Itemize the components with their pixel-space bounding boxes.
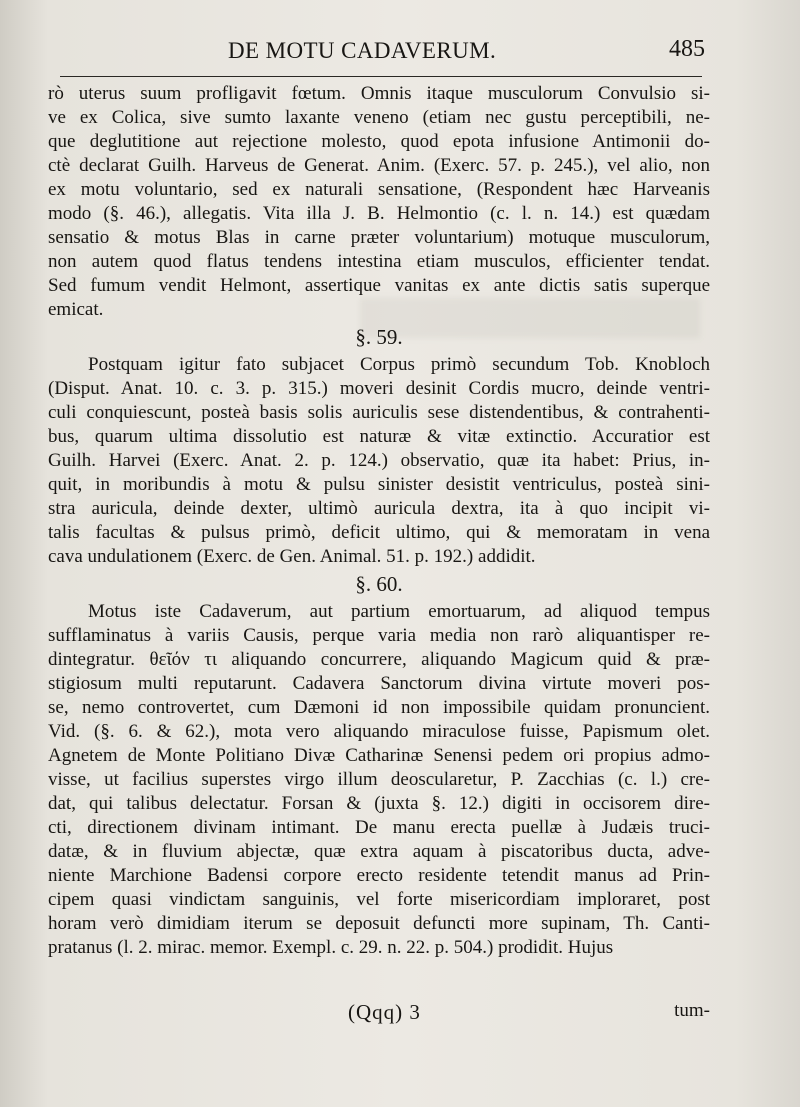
text-line: sufflaminatus à variis Causis, perque varia media non rarò aliquantisper re- bbox=[48, 625, 710, 646]
text-line: stigiosum multi reputarunt. Cadavera Sanctorum divina virtute moveri pos- bbox=[48, 673, 710, 694]
catchword: tum- bbox=[674, 1000, 710, 1021]
running-head bbox=[60, 38, 705, 78]
paragraph bbox=[48, 353, 710, 569]
paragraph bbox=[48, 82, 710, 322]
text-line: emicat. bbox=[48, 299, 104, 320]
text-line: stra auricula, deinde dexter, ultimò auricula dextra, ita à quo incipit vi- bbox=[48, 498, 710, 519]
text-line: Vid. (§. 6. & 62.), mota vero aliquando miraculose fuisse, Papismum olet. bbox=[48, 721, 710, 742]
text-line: Postquam igitur fato subjacet Corpus primò secundum Tob. Knobloch bbox=[88, 354, 710, 375]
text-line: ex motu voluntario, sed ex naturali sensatione, (Respondent hæc Harveanis bbox=[48, 179, 710, 200]
page-number: 485 bbox=[669, 36, 705, 62]
text-line: cava undulationem (Exerc. de Gen. Animal. 51. p. 192.) addidit. bbox=[48, 546, 536, 567]
text-line: Agnetem de Monte Politiano Divæ Catharinæ Senensi pedem ori propius admo- bbox=[48, 745, 710, 766]
text-line: modo (§. 46.), allegatis. Vita illa J. B. Helmontio (c. l. n. 14.) est quædam bbox=[48, 203, 710, 224]
text-line: datæ, & in fluvium abjectæ, quæ extra aquam à piscatoribus ducta, adve- bbox=[48, 841, 710, 862]
section-heading: §. 60. bbox=[355, 572, 403, 596]
text-line: dat, qui talibus delectatur. Forsan & (juxta §. 12.) digiti in occisorem dire- bbox=[48, 793, 710, 814]
text-line: sensatio & motus Blas in carne præter voluntarium) motuque musculorum, bbox=[48, 227, 710, 248]
text-line: (Disput. Anat. 10. c. 3. p. 315.) moveri desinit Cordis mucro, deinde ventri- bbox=[48, 378, 710, 399]
text-line: horam verò dimidiam iterum se deposuit defuncti more supinam, Th. Canti- bbox=[48, 913, 710, 934]
text-line: pratanus (l. 2. mirac. memor. Exempl. c. 29. n. 22. p. 504.) prodidit. Hujus bbox=[48, 937, 614, 958]
running-head-title: DE MOTU CADAVERUM. bbox=[228, 38, 497, 63]
paragraph bbox=[48, 600, 710, 960]
body-text bbox=[48, 82, 710, 960]
text-line: que deglutitione aut rejectione molesto, quod epota infusione Antimonii do- bbox=[48, 131, 710, 152]
header-rule bbox=[60, 76, 702, 77]
section-heading: §. 59. bbox=[355, 325, 403, 349]
text-line: culi conquiescunt, posteà basis solis auriculis sese distendentibus, & contrahenti- bbox=[48, 402, 710, 423]
text-line: dintegratur. θεῖόν τι aliquando concurrere, aliquando Magicum quid & præ- bbox=[48, 649, 710, 670]
text-line: cti, directionem divinam intimant. De manu erecta puellæ à Judæis truci- bbox=[48, 817, 710, 838]
text-line: niente Marchione Badensi corpore erecto residente tetendit manus ad Prin- bbox=[48, 865, 710, 886]
text-line: bus, quarum ultima dissolutio est naturæ & vitæ extinctio. Accuratior est bbox=[48, 426, 710, 447]
text-line: ve ex Colica, sive sumto laxante veneno (etiam nec gustu perceptibili, ne- bbox=[48, 107, 710, 128]
text-line: Guilh. Harvei (Exerc. Anat. 2. p. 124.) observatio, quæ ita habet: Prius, in- bbox=[48, 450, 710, 471]
signature-mark: (Qqq) 3 bbox=[348, 1000, 421, 1024]
text-line: visse, ut facilius superstes virgo illum deoscularetur, P. Zacchias (c. l.) cre- bbox=[48, 769, 710, 790]
text-line: rò uterus suum profligavit fœtum. Omnis itaque musculorum Convulsio si- bbox=[48, 83, 710, 104]
text-line: quit, in moribundis à motu & pulsu sinister desistit ventriculus, posteà sini- bbox=[48, 474, 710, 495]
text-line: ctè declarat Guilh. Harveus de Generat. Anim. (Exerc. 57. p. 245.), vel alio, non bbox=[48, 155, 710, 176]
page-footer bbox=[48, 1000, 710, 1030]
text-line: cipem quasi vindictam sanguinis, vel forte misericordiam imploraret, post bbox=[48, 889, 710, 910]
text-line: Sed fumum vendit Helmont, assertique vanitas ex ante dictis satis superque bbox=[48, 275, 710, 296]
text-line: Motus iste Cadaverum, aut partium emortuarum, ad aliquod tempus bbox=[88, 601, 710, 622]
text-line: talis facultas & pulsus primò, deficit ultimo, qui & memoratam in vena bbox=[48, 522, 710, 543]
text-line: se, nemo controvertet, cum Dæmoni id non impossibile quidam pronuncient. bbox=[48, 697, 710, 718]
text-line: non autem quod flatus tendens intestina etiam musculos, efficienter tendat. bbox=[48, 251, 710, 272]
